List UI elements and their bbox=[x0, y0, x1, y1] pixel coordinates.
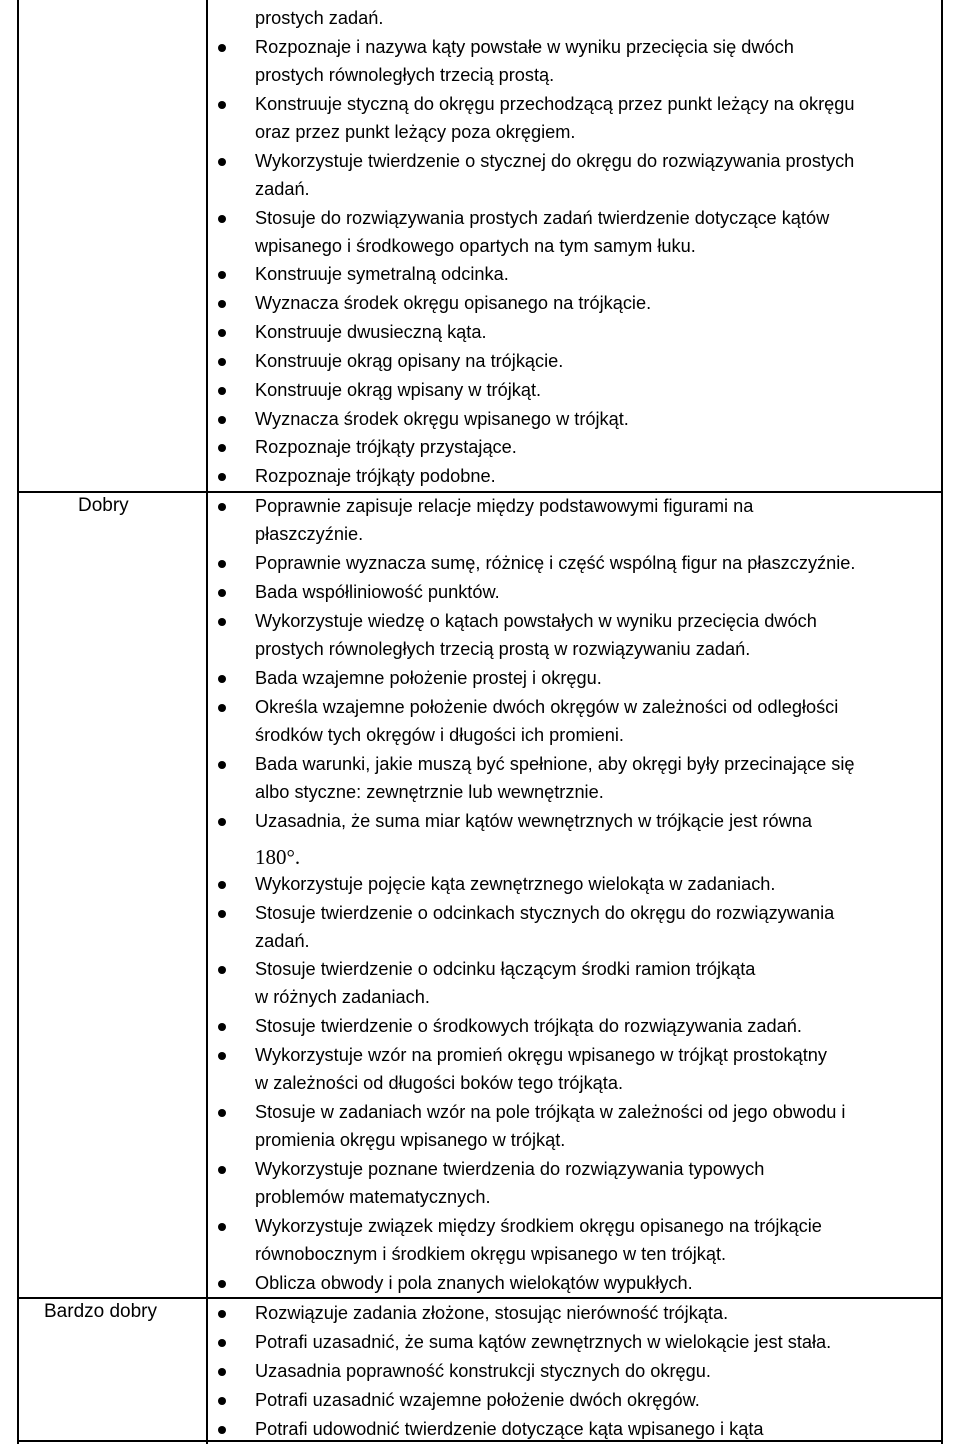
item-text: oraz przez punkt leżący poza okręgiem. bbox=[255, 122, 576, 142]
bullet-icon bbox=[218, 1052, 226, 1060]
bullet-icon bbox=[218, 761, 226, 769]
item-text: albo styczne: zewnętrznie lub wewnętrznie. bbox=[255, 782, 604, 802]
list-item bbox=[218, 1389, 938, 1413]
list-item bbox=[218, 1215, 938, 1267]
list-item bbox=[218, 150, 938, 202]
list-item bbox=[218, 873, 938, 897]
list-item bbox=[218, 552, 938, 576]
item-text: Konstruuje okrąg wpisany w trójkąt. bbox=[255, 380, 542, 400]
list-item bbox=[218, 1360, 938, 1384]
item-text: Rozpoznaje trójkąty podobne. bbox=[255, 466, 496, 486]
list-item bbox=[218, 350, 938, 374]
item-text: w zależności od długości boków tego trójkąta. bbox=[255, 1073, 623, 1093]
list-item bbox=[218, 1302, 938, 1326]
list-item bbox=[218, 1331, 938, 1355]
item-text: w różnych zadaniach. bbox=[255, 987, 430, 1007]
bullet-icon bbox=[218, 966, 226, 974]
bullet-icon bbox=[218, 589, 226, 597]
item-text: Poprawnie wyznacza sumę, różnicę i część wspólną figur na płaszczyźnie. bbox=[255, 553, 856, 573]
bullet-icon bbox=[218, 101, 226, 109]
list-item bbox=[218, 379, 938, 403]
list-item bbox=[218, 7, 938, 31]
list-item bbox=[218, 321, 938, 345]
list-item bbox=[218, 902, 938, 954]
item-text: Stosuje do rozwiązywania prostych zadań twierdzenie dotyczące kątów bbox=[255, 208, 830, 228]
item-text: Bada współliniowość punktów. bbox=[255, 582, 500, 602]
item-text: Konstruuje dwusieczną kąta. bbox=[255, 322, 487, 342]
bullet-icon bbox=[218, 503, 226, 511]
item-text: równobocznym i środkiem okręgu wpisanego w ten trójkąt. bbox=[255, 1244, 727, 1264]
item-text: Bada warunki, jakie muszą być spełnione, aby okręgi były przecinające się bbox=[255, 754, 855, 774]
item-text: Uzasadnia poprawność konstrukcji stycznych do okręgu. bbox=[255, 1361, 711, 1381]
list-item bbox=[218, 696, 938, 748]
item-text: promienia okręgu wpisanego w trójkąt. bbox=[255, 1130, 566, 1150]
item-text: Określa wzajemne położenie dwóch okręgów w zależności od odległości bbox=[255, 697, 839, 717]
bullet-icon bbox=[218, 675, 226, 683]
bullet-icon bbox=[218, 1310, 226, 1318]
item-text: Oblicza obwody i pola znanych wielokątów wypukłych. bbox=[255, 1273, 693, 1293]
item-text: Potrafi udowodnić twierdzenie dotyczące kąta wpisanego i kąta bbox=[255, 1419, 764, 1439]
bullet-icon bbox=[218, 158, 226, 166]
bullet-icon bbox=[218, 358, 226, 366]
list-item bbox=[218, 810, 938, 870]
bullet-icon bbox=[218, 271, 226, 279]
bullet-icon bbox=[218, 560, 226, 568]
item-text: płaszczyźnie. bbox=[255, 524, 364, 544]
bullet-icon bbox=[218, 473, 226, 481]
bullet-icon bbox=[218, 704, 226, 712]
grade-label-bardzo-dobry: Bardzo dobry bbox=[44, 1301, 158, 1322]
list-item bbox=[218, 1015, 938, 1039]
list-item bbox=[218, 1418, 938, 1440]
row-divider-dobry bbox=[17, 491, 943, 493]
bullet-icon bbox=[218, 1023, 226, 1031]
item-text: Wykorzystuje pojęcie kąta zewnętrznego wielokąta w zadaniach. bbox=[255, 874, 776, 894]
bullet-icon bbox=[218, 300, 226, 308]
list-item bbox=[218, 292, 938, 316]
list-item bbox=[218, 1101, 938, 1153]
item-text: Rozpoznaje i nazywa kąty powstałe w wyniku przecięcia się dwóch bbox=[255, 37, 794, 57]
list-item bbox=[218, 495, 938, 547]
bullet-icon bbox=[218, 1339, 226, 1347]
bullet-icon bbox=[218, 416, 226, 424]
table-border-left bbox=[17, 0, 19, 1444]
row-divider-bardzo-dobry bbox=[17, 1297, 943, 1299]
item-text: prostych równoległych trzecią prostą. bbox=[255, 65, 555, 85]
item-text: wpisanego i środkowego opartych na tym samym łuku. bbox=[255, 236, 696, 256]
item-text: Potrafi uzasadnić, że suma kątów zewnętrznych w wielokącie jest stała. bbox=[255, 1332, 832, 1352]
item-text: problemów matematycznych. bbox=[255, 1187, 491, 1207]
table-column-divider bbox=[206, 0, 208, 1444]
item-text: zadań. bbox=[255, 931, 310, 951]
list-item bbox=[218, 753, 938, 805]
list-item bbox=[218, 36, 938, 88]
table-border-bottom bbox=[17, 1440, 943, 1442]
item-text: Stosuje twierdzenie o odcinkach stycznych do okręgu do rozwiązywania bbox=[255, 903, 835, 923]
item-text: Bada wzajemne położenie prostej i okręgu. bbox=[255, 668, 602, 688]
item-text: Rozpoznaje trójkąty przystające. bbox=[255, 437, 517, 457]
bullet-icon bbox=[218, 444, 226, 452]
list-item bbox=[218, 958, 938, 1010]
item-text: Poprawnie zapisuje relacje między podstawowymi figurami na bbox=[255, 496, 754, 516]
item-text: Wykorzystuje wiedzę o kątach powstałych w wyniku przecięcia dwóch bbox=[255, 611, 817, 631]
bullet-icon bbox=[218, 1223, 226, 1231]
bullet-icon bbox=[218, 1426, 226, 1434]
item-text: Rozwiązuje zadania złożone, stosując nierówność trójkąta. bbox=[255, 1303, 729, 1323]
bullet-icon bbox=[218, 1280, 226, 1288]
bullet-icon bbox=[218, 387, 226, 395]
item-text: Uzasadnia, że suma miar kątów wewnętrznych w trójkącie jest równa bbox=[255, 811, 812, 831]
bullet-icon bbox=[218, 910, 226, 918]
bullet-icon bbox=[218, 329, 226, 337]
list-item bbox=[218, 93, 938, 145]
item-text: Konstruuje okrąg opisany na trójkącie. bbox=[255, 351, 564, 371]
bullet-icon bbox=[218, 1166, 226, 1174]
list-item bbox=[218, 207, 938, 259]
list-item bbox=[218, 1272, 938, 1296]
list-item bbox=[218, 1044, 938, 1096]
list-item bbox=[218, 436, 938, 460]
list-item bbox=[218, 1158, 938, 1210]
item-text: Stosuje twierdzenie o odcinku łączącym środki ramion trójkąta bbox=[255, 959, 756, 979]
item-text: Stosuje twierdzenie o środkowych trójkąta do rozwiązywania zadań. bbox=[255, 1016, 802, 1036]
item-text: Wykorzystuje związek między środkiem okręgu opisanego na trójkącie bbox=[255, 1216, 822, 1236]
list-item bbox=[218, 610, 938, 662]
bullet-icon bbox=[218, 618, 226, 626]
item-text: Konstruuje symetralną odcinka. bbox=[255, 264, 509, 284]
bullet-icon bbox=[218, 881, 226, 889]
bullet-icon bbox=[218, 44, 226, 52]
item-text: Konstruuje styczną do okręgu przechodzącą przez punkt leżący na okręgu bbox=[255, 94, 855, 114]
item-text: Wyznacza środek okręgu wpisanego w trójkąt. bbox=[255, 409, 629, 429]
table-border-right bbox=[941, 0, 943, 1444]
bullet-icon bbox=[218, 1397, 226, 1405]
list-item bbox=[218, 667, 938, 691]
item-text: Potrafi uzasadnić wzajemne położenie dwóch okręgów. bbox=[255, 1390, 700, 1410]
item-text: Wykorzystuje twierdzenie o stycznej do okręgu do rozwiązywania prostych bbox=[255, 151, 855, 171]
item-text: Wykorzystuje poznane twierdzenia do rozwiązywania typowych bbox=[255, 1159, 765, 1179]
item-text: prostych zadań. bbox=[255, 8, 384, 28]
bullet-icon bbox=[218, 1109, 226, 1117]
item-text: zadań. bbox=[255, 179, 310, 199]
item-text: Stosuje w zadaniach wzór na pole trójkąta w zależności od jego obwodu i bbox=[255, 1102, 846, 1122]
list-item bbox=[218, 465, 938, 489]
bullet-icon bbox=[218, 1368, 226, 1376]
bullet-icon bbox=[218, 215, 226, 223]
item-text: Wyznacza środek okręgu opisanego na trójkącie. bbox=[255, 293, 652, 313]
item-text: Wykorzystuje wzór na promień okręgu wpisanego w trójkąt prostokątny bbox=[255, 1045, 827, 1065]
list-item bbox=[218, 581, 938, 605]
item-text: prostych równoległych trzecią prostą w rozwiązywaniu zadań. bbox=[255, 639, 751, 659]
item-text: środków tych okręgów i długości ich promieni. bbox=[255, 725, 624, 745]
grade-label-dobry: Dobry bbox=[78, 495, 129, 516]
bullet-icon bbox=[218, 818, 226, 826]
degree-formula: 180°. bbox=[255, 845, 301, 869]
list-item bbox=[218, 408, 938, 432]
list-item bbox=[218, 263, 938, 287]
